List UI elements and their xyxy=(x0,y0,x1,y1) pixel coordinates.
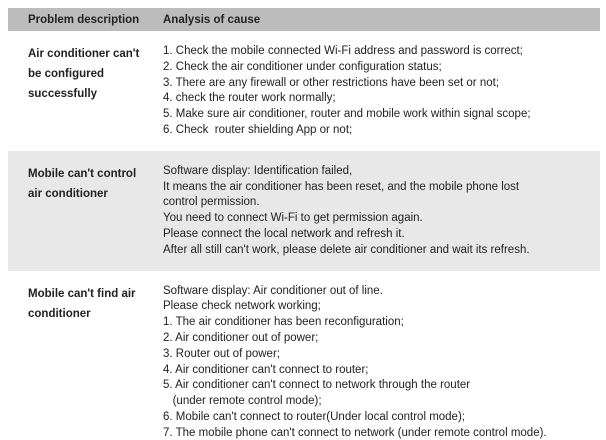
analysis-line: After all still can't work, please delete air conditioner and wait its refresh. xyxy=(163,243,530,256)
analysis-line: Please connect the local network and refresh it. xyxy=(163,227,405,240)
analysis-line: Software display: Identification failed, xyxy=(163,164,353,177)
problem-description-text: Air conditioner can't be configured successfully xyxy=(28,48,140,100)
analysis-line: Software display: Air conditioner out of line. xyxy=(163,284,383,297)
analysis-line: 6. Check router shielding App or not; xyxy=(163,123,353,136)
analysis-line: 1. Check the mobile connected Wi-Fi address and password is correct; xyxy=(163,45,523,57)
analysis-of-cause-text xyxy=(155,31,600,151)
analysis-of-cause-text xyxy=(155,271,600,440)
header-problem-description: Problem description xyxy=(28,13,140,26)
analysis-of-cause-text xyxy=(155,151,600,271)
problem-description-text: Mobile can't control air conditioner xyxy=(28,167,137,200)
analysis-line: (under remote control mode); xyxy=(163,395,322,408)
troubleshooting-table xyxy=(8,8,600,440)
header-analysis-of-cause: Analysis of cause xyxy=(163,13,261,26)
problem-description-text: Mobile can't find air conditioner xyxy=(28,287,136,320)
analysis-line: Please check network working; xyxy=(163,300,321,313)
analysis-line: 5. Make sure air conditioner, router and mobile work within signal scope; xyxy=(163,108,531,121)
analysis-line: 7. The mobile phone can't connect to network (under remote control mode). xyxy=(163,426,547,439)
analysis-line: 2. Air conditioner out of power; xyxy=(163,331,319,344)
table-row-cant-find xyxy=(8,271,600,440)
table-header-row xyxy=(8,8,600,31)
analysis-line: 5. Air conditioner can't connect to network through the router xyxy=(163,379,471,392)
table-row-cant-control xyxy=(8,151,600,271)
analysis-line: 3. There are any firewall or other restrictions have been set or not; xyxy=(163,76,500,89)
analysis-line: 1. The air conditioner has been reconfiguration; xyxy=(163,316,404,329)
analysis-line: 4. Air conditioner can't connect to router; xyxy=(163,363,369,376)
analysis-line: 2. Check the air conditioner under configuration status; xyxy=(163,60,442,73)
table-row-configure-fail xyxy=(8,31,600,151)
analysis-line: 4. check the router work normally; xyxy=(163,92,336,105)
analysis-line: It means the air conditioner has been reset, and the mobile phone lost xyxy=(163,180,520,193)
analysis-line: control permission. xyxy=(163,196,260,209)
analysis-line: 3. Router out of power; xyxy=(163,347,280,360)
analysis-line: 6. Mobile can't connect to router(Under local control mode); xyxy=(163,410,465,423)
analysis-line: You need to connect Wi-Fi to get permission again. xyxy=(163,212,423,225)
